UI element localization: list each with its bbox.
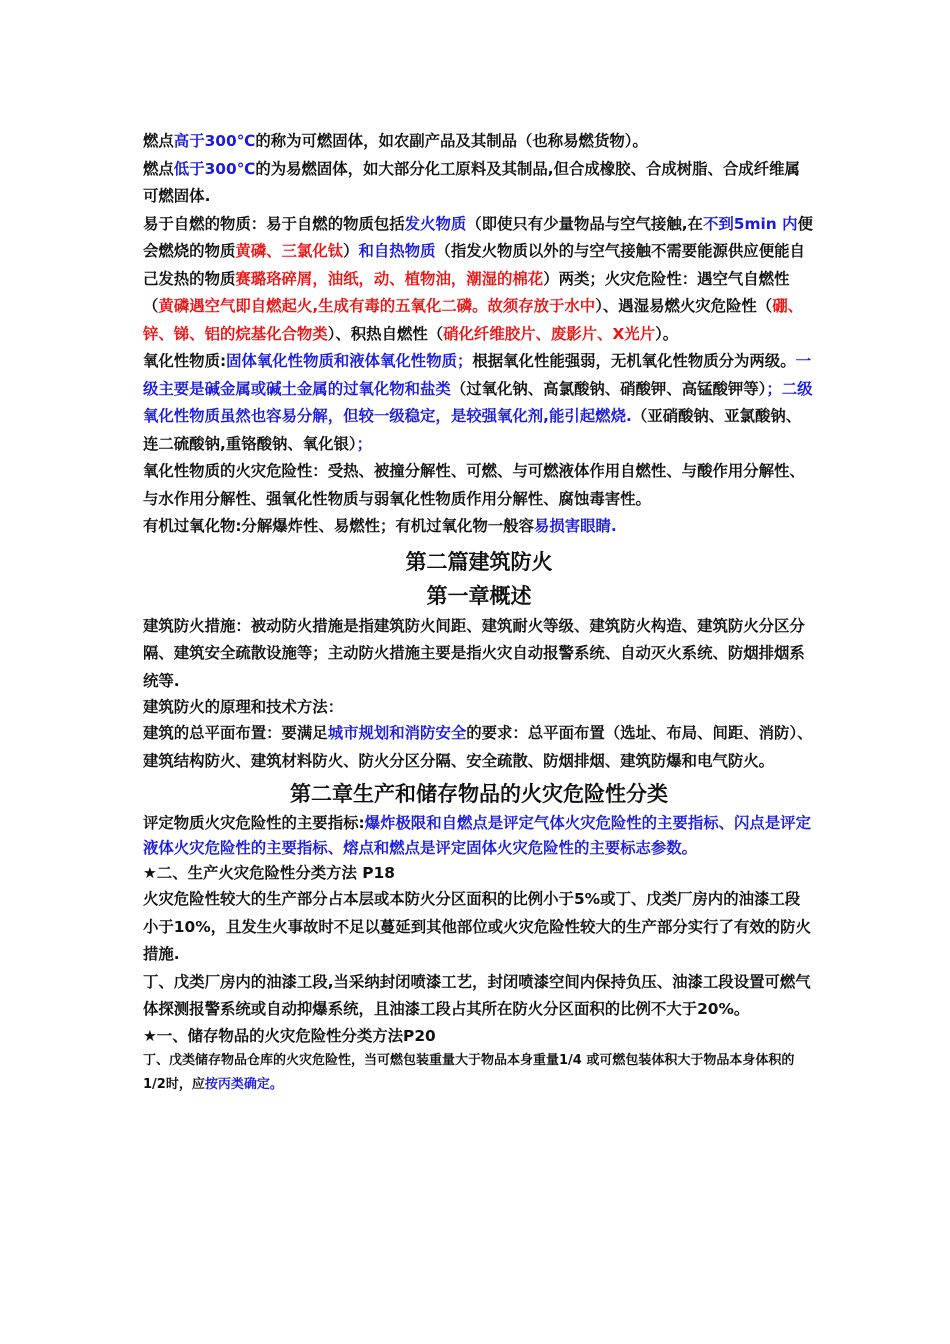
highlight-blue: 城市规划和消防安全 xyxy=(327,724,467,742)
text-run: ） xyxy=(343,242,359,260)
paragraph xyxy=(143,886,815,969)
paragraph xyxy=(143,861,815,886)
text-run: ）。 xyxy=(655,324,679,343)
text-run: （过氧化钠、高氯酸钠、硝酸钾、高锰酸钾等） xyxy=(450,379,767,398)
text-run: 火灾危险性较大的生产部分占本层或本防火分区面积的比例小于5%或丁、戊类厂房内的油漆工段小于10%，且发生火事故时不足以蔓延到其他部位或火灾危险性较大的生产部分实行了有效的防火措施. xyxy=(143,890,811,963)
text-run: 便会燃烧的物质 xyxy=(143,214,813,260)
paragraph xyxy=(143,156,815,211)
text-run: ★二、生产火灾危险性分类方法 P18 xyxy=(143,864,395,882)
section-heading xyxy=(143,777,815,811)
highlight-blue: 爆炸极限和自燃点是评定气体火灾危险性的主要指标、闪点是评定液体火灾危险性的主要指标、熔点和燃点是评定固体火灾危险性的主要标志参数。 xyxy=(143,814,811,857)
paragraph xyxy=(143,969,815,1024)
text-run: ★一、储存物品的火灾危险性分类方法P20 xyxy=(143,1026,436,1045)
text-run: 易于自燃的物质：易于自燃的物质包括 xyxy=(143,214,405,233)
highlight-blue: 固体氧化性物质和液体氧化性物质； xyxy=(226,352,473,370)
text-run: ）两类；火灾危险性：遇空气自燃性（ xyxy=(143,269,790,315)
paragraph xyxy=(143,695,815,720)
text-run: 燃点 xyxy=(143,159,174,178)
highlight-red: 黄磷、三氯化钛 xyxy=(235,242,344,260)
highlight-blue: 不到5min 内 xyxy=(702,214,798,233)
paragraph xyxy=(143,513,815,541)
text-run: （指发火物质以外的与空气接触不需要能源供应便能自己发热的物质 xyxy=(143,242,805,288)
paragraph xyxy=(143,1024,815,1049)
highlight-blue: ；二级氧化性物质虽然也容易分解，但较一级稳定，是较强氧化剂,能引起燃烧. xyxy=(143,379,813,425)
text-run: 建筑防火措施：被动防火措施是指建筑防火间距、建筑耐火等级、建筑防火构造、建筑防火分区分隔、建筑安全疏散设施等；主动防火措施主要是指火灾自动报警系统、自动灭火系统、防烟排烟系统等. xyxy=(143,616,805,690)
text-run: 的称为可燃固体，如农副产品及其制品（也称易燃货物）。 xyxy=(255,132,648,150)
text-run: ）、遇湿易燃火灾危险性（ xyxy=(595,297,773,315)
text-run: 丁、戊类储存物品仓库的火灾危险性，当可燃包装重量大于物品本身重量1/4 或可燃包装体积大于物品本身体积的1/2时，应 xyxy=(143,1052,795,1092)
paragraph xyxy=(143,211,815,349)
text-run: 燃点 xyxy=(143,132,174,150)
section-heading xyxy=(143,579,815,613)
paragraph xyxy=(143,613,815,696)
highlight-blue: 低于300℃ xyxy=(173,159,256,178)
highlight-blue: ； xyxy=(356,434,373,453)
text-run: 氧化性物质的火灾危险性：受热、被撞分解性、可燃、与可燃液体作用自燃性、与酸作用分解性、与水作用分解性、强氧化性物质与弱氧化性物质作用分解性、腐蚀毒害性。 xyxy=(143,462,805,508)
highlight-red: 黄磷遇空气即自燃起火,生成有毒的五氧化二磷。故须存放于水中 xyxy=(158,297,596,315)
text-run: 第一章概述 xyxy=(426,583,532,608)
text-run: ）、积热自燃性（ xyxy=(327,324,444,343)
text-run: 氧化性物质: xyxy=(143,352,227,370)
highlight-blue: 一级主要是碱金属或碱土金属的过氧化物和盐类 xyxy=(143,352,811,398)
text-run: 评定物质火灾危险性的主要指标: xyxy=(143,814,365,832)
highlight-blue: 和自热物质 xyxy=(358,242,436,260)
text-run: 的要求：总平面布置（选址、布局、间距、消防）、建筑结构防火、建筑材料防火、防火分区分隔、安全疏散、防烟排烟、建筑防爆和电气防火。 xyxy=(143,724,813,770)
highlight-blue: 高于300℃ xyxy=(173,132,256,150)
text-run: 第二篇建筑防火 xyxy=(405,549,553,574)
text-run: 的为易燃固体，如大部分化工原料及其制品,但合成橡胶、合成树脂、合成纤维属可燃固体. xyxy=(143,159,800,205)
highlight-blue: 发火物质 xyxy=(404,214,467,233)
text-run: 有机过氧化物:分解爆炸性、易燃性；有机过氧化物一般容 xyxy=(143,517,534,535)
paragraph xyxy=(143,720,815,775)
text-run: 丁、戊类厂房内的油漆工段,当采纳封闭喷漆工艺，封闭喷漆空间内保持负压、油漆工段设置可燃气体探测报警系统或自动抑爆系统，且油漆工段占其所在防火分区面积的比例不大于20%。 xyxy=(143,972,811,1018)
text-run: 第二章生产和储存物品的火灾危险性分类 xyxy=(290,782,668,806)
text-run: 建筑防火的原理和技术方法： xyxy=(143,698,344,716)
document-body xyxy=(143,128,815,1097)
paragraph xyxy=(143,128,815,156)
text-run: 建筑的总平面布置：要满足 xyxy=(143,724,328,742)
highlight-red: 硝化纤维胶片、废影片、X光片 xyxy=(443,324,656,343)
paragraph xyxy=(143,811,815,861)
text-run: （即使只有少量物品与空气接触,在 xyxy=(466,214,703,233)
paragraph xyxy=(143,348,815,458)
highlight-red: 赛璐珞碎屑，油纸，动、植物油，潮湿的棉花 xyxy=(235,269,544,288)
section-heading xyxy=(143,545,815,579)
highlight-blue: 易损害眼睛. xyxy=(533,517,617,535)
text-run: 根据氧化性能强弱，无机氧化性物质分为两级。 xyxy=(472,352,796,370)
text-run: （亚硝酸钠、亚氯酸钠、连二硫酸钠,重铬酸钠、氧化银） xyxy=(143,407,802,453)
highlight-blue: 按丙类确定。 xyxy=(204,1076,283,1092)
paragraph xyxy=(143,1049,815,1097)
paragraph xyxy=(143,458,815,513)
highlight-red: 硼、锌、锑、铝的烷基化合物类 xyxy=(143,297,803,343)
